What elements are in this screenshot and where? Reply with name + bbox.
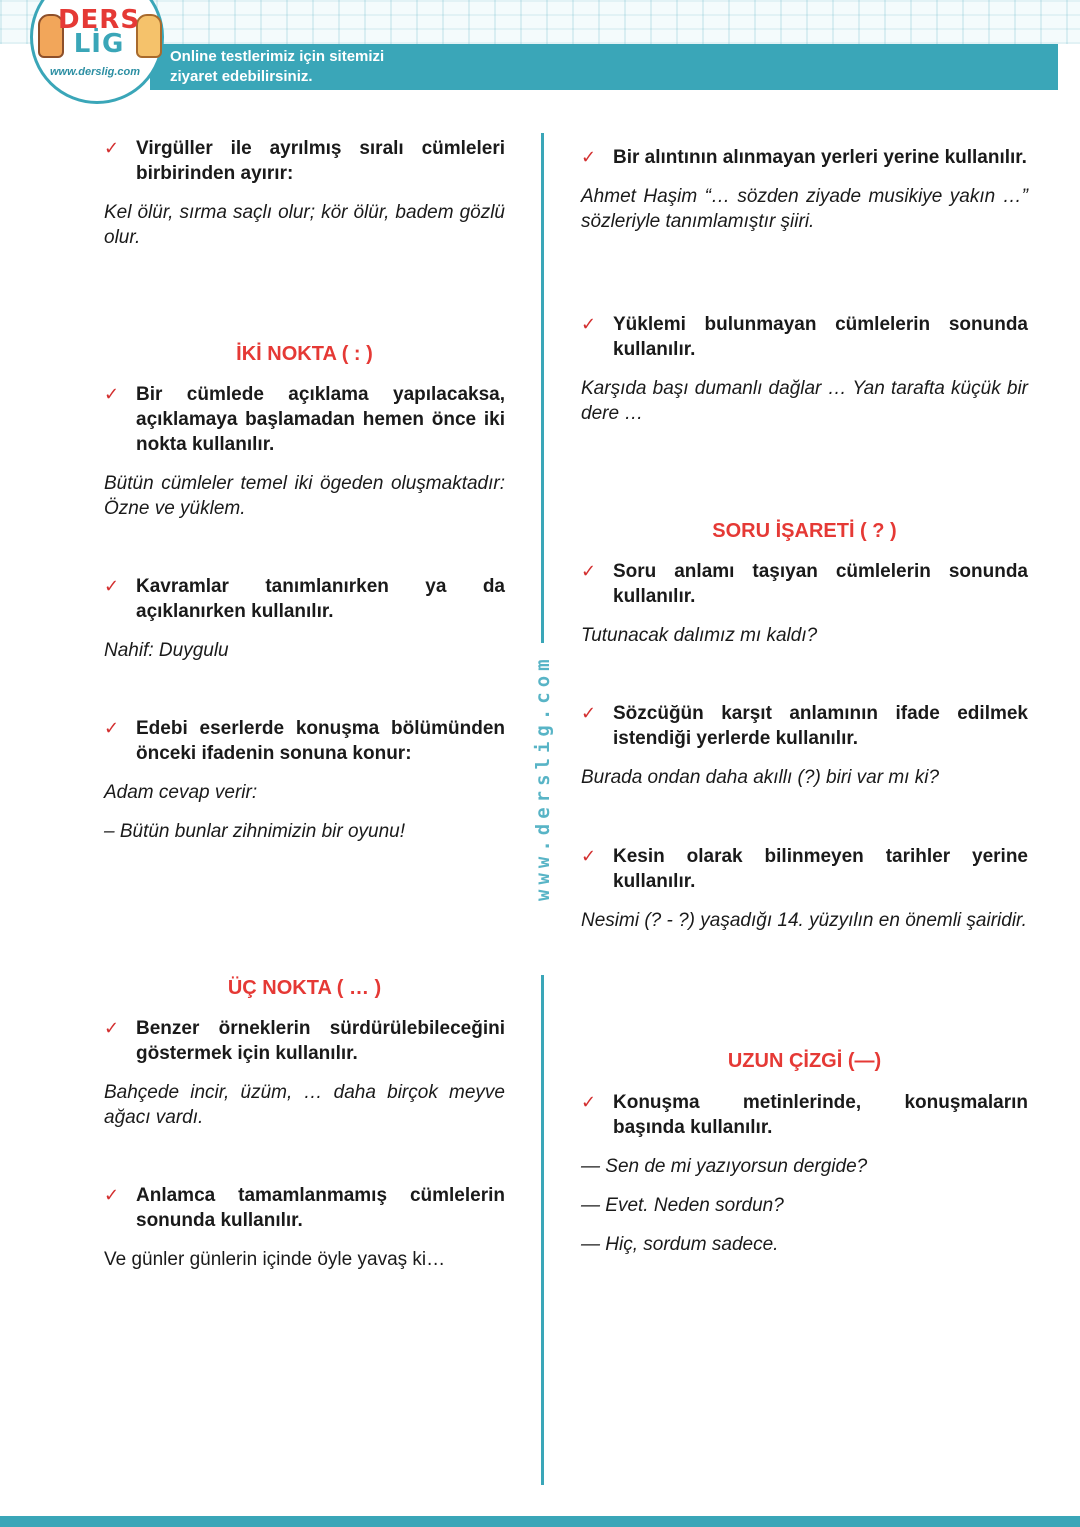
- rule-text: Soru anlamı taşıyan cümlelerin sonunda kullanılır.: [613, 561, 1028, 607]
- column-divider-bottom: [541, 975, 544, 1485]
- example-text: Tutunacak dalımız mı kaldı?: [581, 625, 818, 646]
- rule-text: Konuşma metinlerinde, konuşmaların başında kullanılır.: [613, 1092, 1028, 1138]
- example-text: Ahmet Haşim “… sözden ziyade musikiye yakın …” sözleriyle tanımlamıştır şiiri.: [581, 186, 1028, 232]
- rule-text: Bir cümlede açıklama yapılacaksa, açıklamaya başlamadan hemen önce iki nokta kullanılır.: [136, 384, 505, 455]
- rule-text: Yüklemi bulunmayan cümlelerin sonunda kullanılır.: [613, 314, 1028, 360]
- yuklemsiz-block: [581, 312, 1028, 426]
- checkmark-icon: ✓: [581, 703, 597, 723]
- rule-item: [581, 145, 1028, 170]
- example-text: Nahif: Duygulu: [104, 640, 229, 661]
- example-text: Burada ondan daha akıllı (?) biri var mı ki?: [581, 767, 940, 788]
- dialog-line: — Evet. Neden sordun?: [581, 1195, 784, 1216]
- checkmark-icon: ✓: [104, 1185, 120, 1205]
- example-text: Kel ölür, sırma saçlı olur; kör ölür, badem gözlü olur.: [104, 202, 505, 248]
- rule-text: Sözcüğün karşıt anlamının ifade edilmek istendiği yerlerde kullanılır.: [613, 703, 1028, 749]
- uzun-cizgi-block: [581, 1090, 1028, 1257]
- dialog-line: — Sen de mi yazıyorsun dergide?: [581, 1156, 868, 1177]
- rule-item: [104, 382, 505, 457]
- rule-item: [581, 701, 1028, 751]
- example-text: Ve günler günlerin içinde öyle yavaş ki…: [104, 1249, 446, 1270]
- example-text: Bütün cümleler temel iki ögeden oluşmaktadır: Özne ve yüklem.: [104, 473, 505, 519]
- checkmark-icon: ✓: [104, 718, 120, 738]
- example-text: Nesimi (? - ?) yaşadığı 14. yüzyılın en önemli şairidir.: [581, 910, 1027, 931]
- rule-item: [581, 312, 1028, 362]
- rule-text: Edebi eserlerde konuşma bölümünden önceki ifadenin sonuna konur:: [136, 718, 505, 764]
- rule-item: [581, 844, 1028, 894]
- virgul-block: [104, 136, 505, 250]
- header-line-1: Online testlerimiz için sitemizi: [170, 48, 385, 65]
- checkmark-icon: ✓: [581, 561, 597, 581]
- section-heading-uc-nokta: ÜÇ NOKTA ( … ): [227, 977, 382, 999]
- rule-text: Kesin olarak bilinmeyen tarihler yerine kullanılır.: [613, 846, 1028, 892]
- checkmark-icon: ✓: [104, 138, 120, 158]
- watermark-url: www.derslig.com: [532, 654, 554, 901]
- rule-text: Kavramlar tanımlanırken ya da açıklanırken kullanılır.: [136, 576, 505, 622]
- checkmark-icon: ✓: [104, 384, 120, 404]
- rule-item: [104, 716, 505, 766]
- column-divider-top: [541, 133, 544, 643]
- rule-item: [581, 559, 1028, 609]
- example-text: Karşıda başı dumanlı dağlar … Yan tarafta küçük bir dere …: [581, 378, 1028, 424]
- logo-word-bottom: LİG: [73, 29, 125, 59]
- section-heading-iki-nokta: İKİ NOKTA ( : ): [236, 343, 373, 365]
- alinti-block: [581, 145, 1028, 234]
- section-heading-uzun-cizgi: UZUN ÇİZGİ (—): [727, 1050, 882, 1072]
- example-text: Bahçede incir, üzüm, … daha birçok meyve ağacı vardı.: [104, 1082, 505, 1128]
- rule-item: [104, 1183, 505, 1233]
- checkmark-icon: ✓: [581, 147, 597, 167]
- footer-band: [0, 1516, 1080, 1527]
- example-text: – Bütün bunlar zihnimizin bir oyunu!: [104, 821, 406, 842]
- dialog-line: — Hiç, sordum sadece.: [581, 1234, 779, 1255]
- iki-nokta-rule-1: [104, 382, 505, 521]
- soru-rule-3: [581, 844, 1028, 933]
- rule-item: [104, 574, 505, 624]
- rule-item: [104, 136, 505, 186]
- rule-text: Bir alıntının alınmayan yerleri yerine kullanılır.: [613, 147, 1027, 168]
- rule-text: Virgüller ile ayrılmış sıralı cümleleri birbirinden ayırır:: [136, 138, 505, 184]
- iki-nokta-rule-2: [104, 574, 505, 663]
- rule-text: Benzer örneklerin sürdürülebileceğini göstermek için kullanılır.: [136, 1018, 505, 1064]
- checkmark-icon: ✓: [581, 1092, 597, 1112]
- header-message: [170, 47, 570, 87]
- uc-nokta-rule-2: [104, 1183, 505, 1272]
- logo-url[interactable]: www.derslig.com: [49, 66, 141, 78]
- soru-rule-1: [581, 559, 1028, 648]
- rule-item: [581, 1090, 1028, 1140]
- checkmark-icon: ✓: [104, 576, 120, 596]
- checkmark-icon: ✓: [104, 1018, 120, 1038]
- logo-word-top: DERS: [57, 5, 141, 35]
- iki-nokta-rule-3: [104, 716, 505, 844]
- section-heading-soru-isareti: SORU İŞARETİ ( ? ): [712, 520, 897, 542]
- checkmark-icon: ✓: [581, 314, 597, 334]
- rule-item: [104, 1016, 505, 1066]
- soru-rule-2: [581, 701, 1028, 790]
- example-text: Adam cevap verir:: [104, 782, 258, 803]
- logo-wordmark: [54, 5, 144, 59]
- uc-nokta-rule-1: [104, 1016, 505, 1130]
- rule-text: Anlamca tamamlanmamış cümlelerin sonunda kullanılır.: [136, 1185, 505, 1231]
- checkmark-icon: ✓: [581, 846, 597, 866]
- header-line-2: ziyaret edebilirsiniz.: [170, 68, 313, 85]
